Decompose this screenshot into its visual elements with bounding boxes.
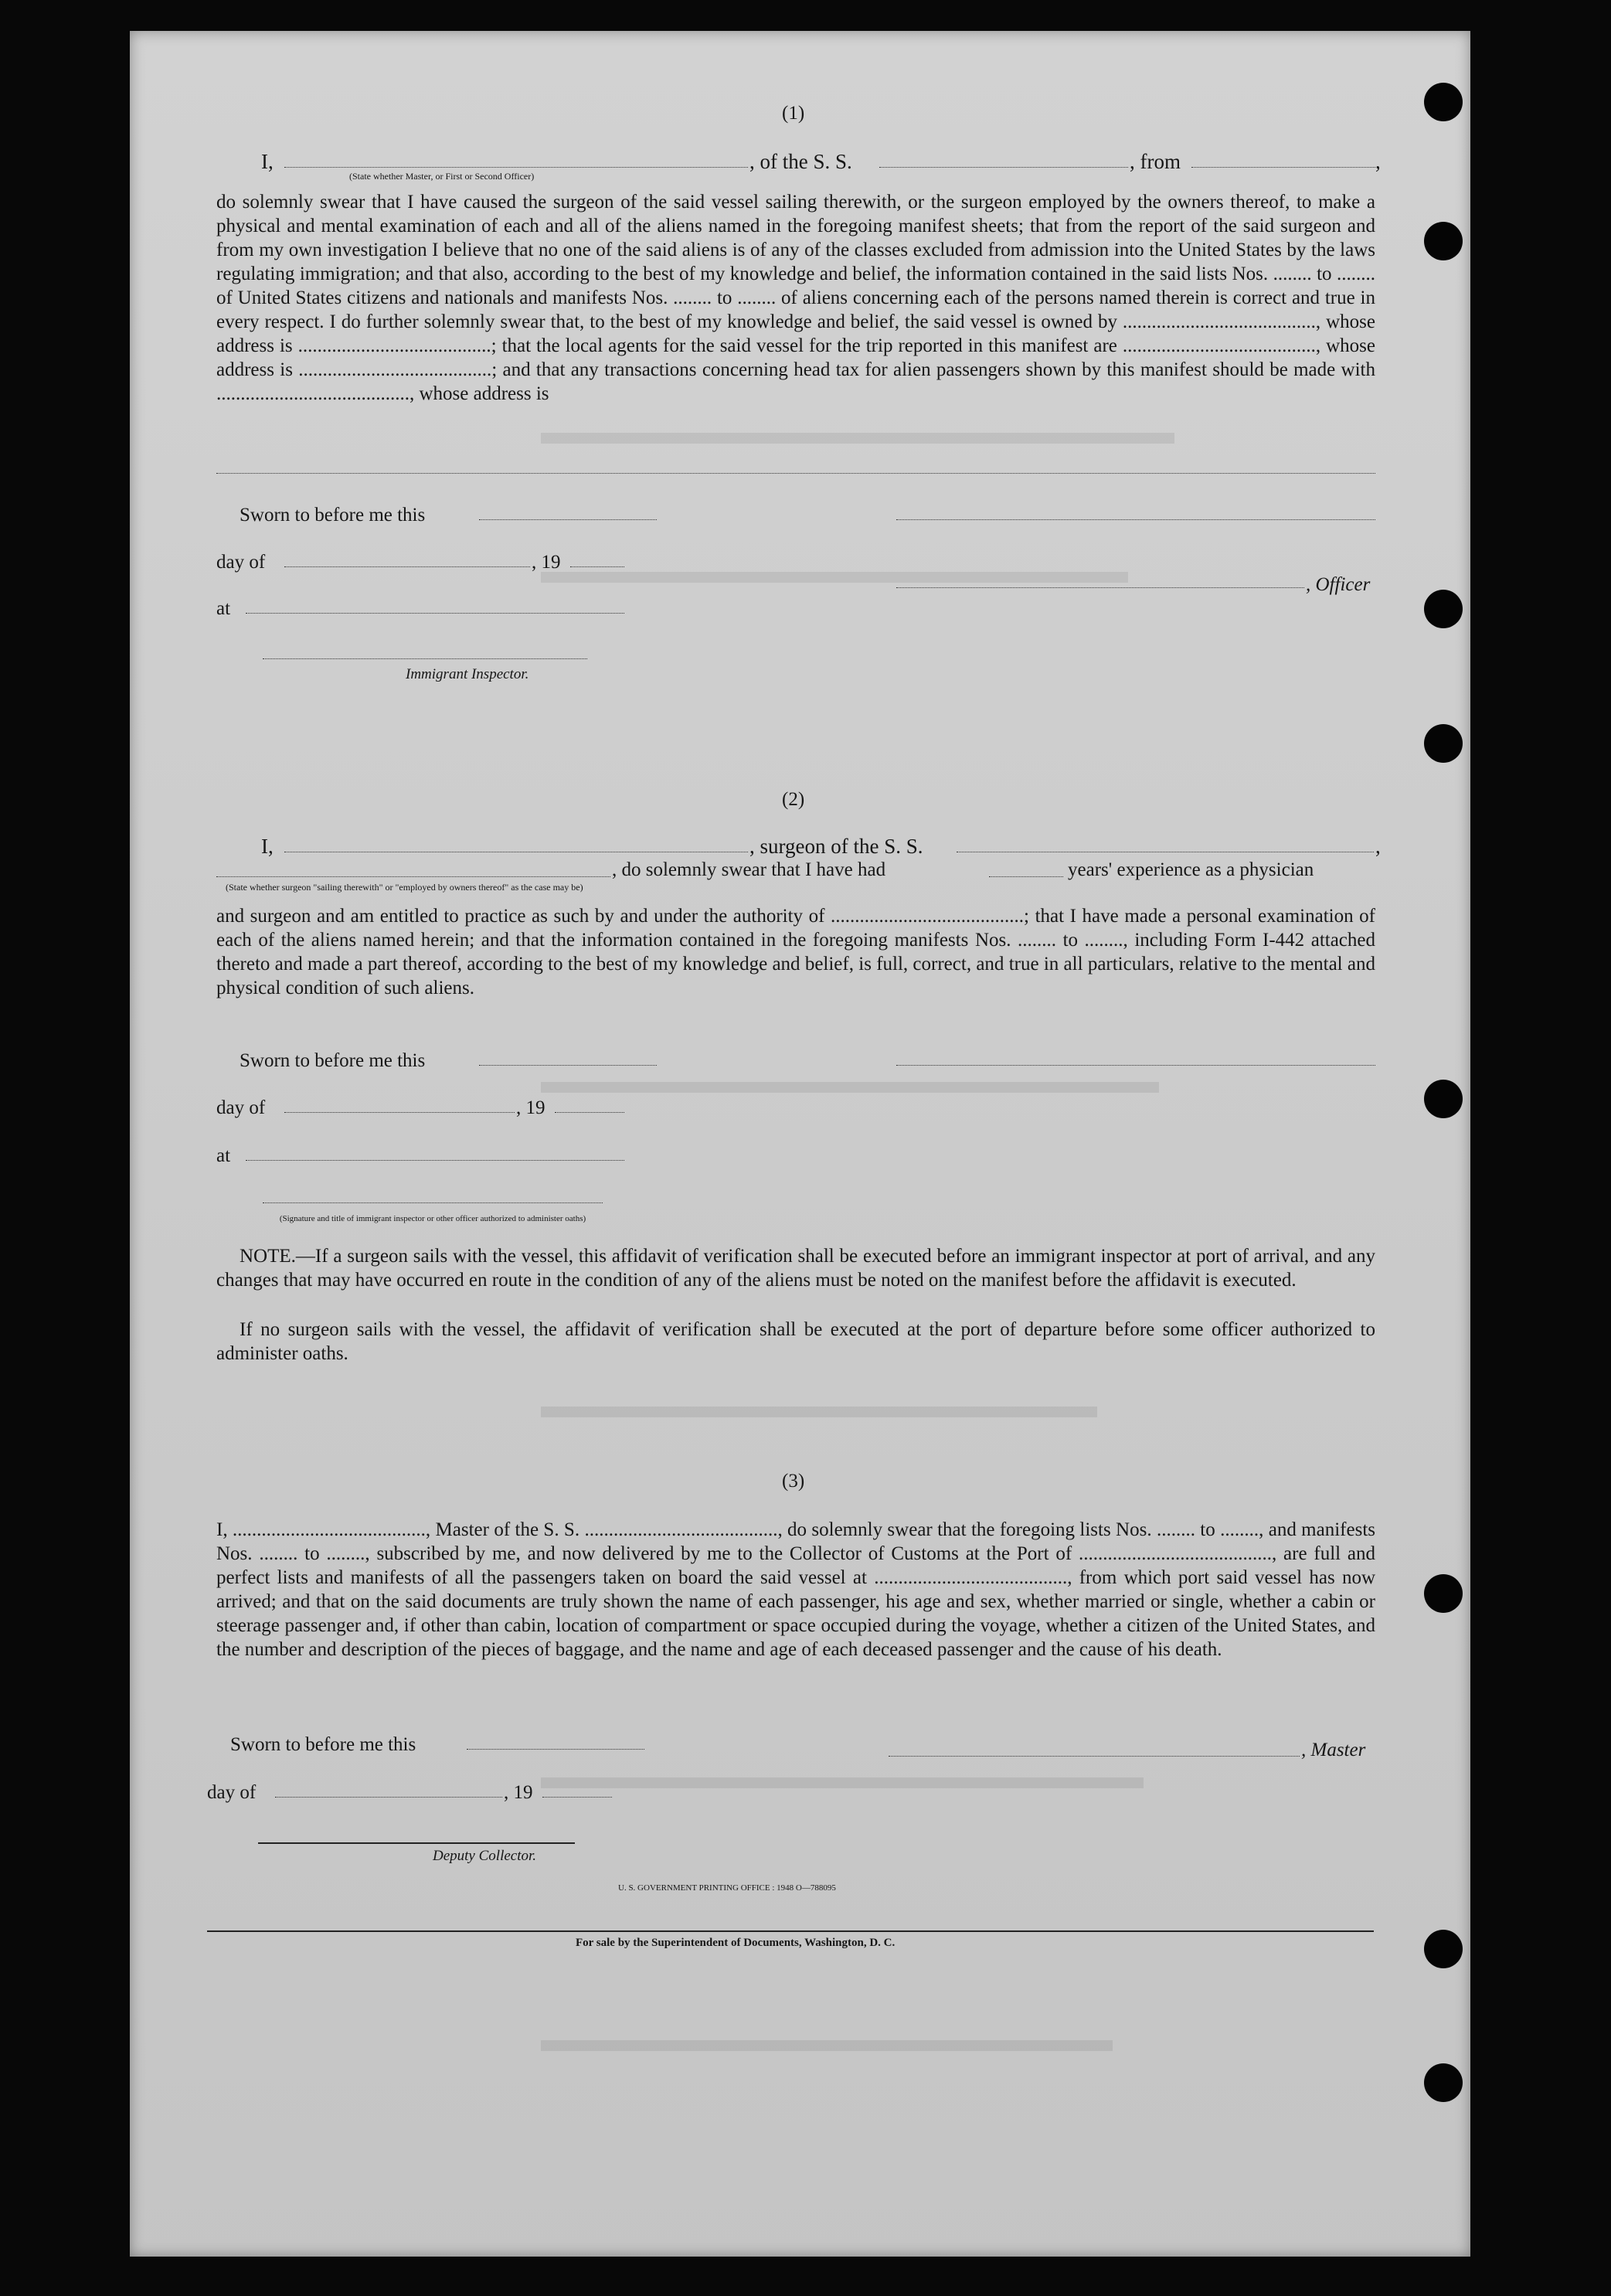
officer-label: , Officer: [1306, 574, 1371, 595]
section-2-oath-text: and surgeon and am entitled to practice as such by and under the authority of ........................................; that I have made a personal examination of each of the aliens named herein; and that the information contained in the foregoing manifests Nos. ........ to ........, including Form I-442 attached thereto and made a part thereof, according to the best of my knowledge and belief, is full, correct, and true in all particulars, relative to the mental and physical condition of such aliens.: [216, 906, 1375, 998]
surgeon-of-label: , surgeon of the S. S.: [749, 835, 923, 858]
punch-hole: [1424, 724, 1463, 763]
vessel-name-blank: [879, 167, 1128, 168]
officer-caption: (State whether Master, or First or Second Officer): [349, 171, 535, 182]
punch-hole: [1424, 1080, 1463, 1118]
inspector-signature-blank: [263, 658, 587, 659]
punch-hole: [1424, 83, 1463, 121]
years-experience-label: years' experience as a physician: [1068, 859, 1314, 880]
officer-signature-blank: [896, 519, 1375, 520]
signature-title-caption: (Signature and title of immigrant inspector or other officer authorized to administer oaths): [279, 1214, 586, 1223]
sworn-date-blank-2: [479, 1065, 657, 1066]
at-label-2: at: [216, 1145, 231, 1166]
surgeon-I-label: I,: [261, 835, 274, 858]
sworn-date-blank-3: [467, 1749, 644, 1750]
footer-rule: [207, 1930, 1374, 1932]
punch-hole: [1424, 1574, 1463, 1613]
section-1-number: (1): [782, 103, 805, 124]
departure-port-blank: [1191, 167, 1375, 168]
year-label-2: , 19: [516, 1097, 545, 1118]
year-label: , 19: [532, 552, 561, 573]
sworn-label: Sworn to before me this: [240, 505, 426, 526]
day-of-label-2: day of: [216, 1097, 266, 1118]
month-blank-3: [275, 1797, 502, 1798]
at-label: at: [216, 598, 231, 619]
line-end-comma: ,: [1375, 150, 1381, 173]
punch-hole: [1424, 2063, 1463, 2102]
from-label: , from: [1130, 150, 1181, 173]
sworn-label-2: Sworn to before me this: [240, 1050, 426, 1071]
month-blank-2: [284, 1112, 515, 1113]
section-2-number: (2): [782, 789, 805, 810]
gpo-imprint: U. S. GOVERNMENT PRINTING OFFICE : 1948 O—788095: [618, 1883, 836, 1893]
immigrant-inspector-label: Immigrant Inspector.: [406, 666, 529, 682]
surgeon-type-blank: [216, 876, 610, 877]
inspector-signature-blank-2: [263, 1202, 603, 1203]
deputy-collector-label: Deputy Collector.: [433, 1848, 537, 1864]
section-3-number: (3): [782, 1471, 805, 1492]
punch-hole: [1424, 590, 1463, 628]
surgeon-signature-blank: [896, 1065, 1375, 1066]
year-label-3: , 19: [504, 1782, 533, 1803]
place-blank: [246, 613, 624, 614]
punch-hole: [1424, 1930, 1463, 1968]
section-3-oath-text: I, ........................................, Master of the S. S. ........................................, do solemnly swear that the foregoing lists Nos. ........ to ........, and manifests Nos. ........ to ........, subscribed by me, and now delivered by me to the Collector of Customs at the Port of ........................................, are full and perfect lists and manifests of all the passengers taken on board the said vessel at ........................................, from which port said vessel has now arrived; and that on the said documents are truly shown the name of each passenger, his age and sex, whether married or single, whether a cabin or steerage passenger and, if other than cabin, location of compartment or space occupied during the voyage, whether a citizen of the United States, and the number and description of the pieces of baggage, and the name and age of each deceased passenger and the cause of his death.: [216, 1519, 1375, 1660]
surgeon-note: NOTE.—If a surgeon sails with the vessel, this affidavit of verification shall be executed before an immigrant inspector at port of arrival, and any changes that may have occurred en route in the condition of any of the aliens must be noted on the manifest before the affidavit is executed.: [216, 1246, 1375, 1291]
vessel-label: , of the S. S.: [749, 150, 852, 173]
place-blank-2: [246, 1160, 624, 1161]
master-label: , Master: [1301, 1740, 1366, 1760]
month-blank: [284, 566, 530, 567]
surgeon-line-comma: ,: [1375, 835, 1381, 858]
surgeon-swear-text: , do solemnly swear that I have had: [612, 859, 886, 880]
sworn-date-blank: [479, 519, 657, 520]
section-1-oath-text: do solemnly swear that I have caused the surgeon of the said vessel sailing therewith, or the surgeon employed by the owners thereof, to make a physical and mental examination of each and all of the aliens named in the foregoing manifest sheets; that from the report of the said surgeon and from my own investigation I believe that no one of the said aliens is of any of the classes excluded from admission into the United States by the laws regulating immigration; and that also, according to the best of my knowledge and belief, the information contained in the said lists Nos. ........ to ........ of United States citizens and nationals and manifests Nos. ........ to ........ of aliens concerning each of the persons named therein is correct and true in every respect. I do further solemnly swear that, to the best of my knowledge and belief, the said vessel is owned by ........................................, whose address is ........................................; that the local agents for the said vessel for the trip reported in this manifest are ........................................, whose address is ........................................; and that any transactions concerning head tax for alien passengers shown by this manifest should be made with ........................................, whose address is: [216, 192, 1375, 404]
sworn-label-3: Sworn to before me this: [230, 1734, 416, 1755]
master-signature-blank: [889, 1756, 1300, 1757]
no-surgeon-note: If no surgeon sails with the vessel, the affidavit of verification shall be executed at the port of departure before some officer authorized to administer oaths.: [216, 1319, 1375, 1364]
year-blank-2: [555, 1112, 624, 1113]
surgeon-caption: (State whether surgeon "sailing therewith" or "employed by owners thereof" as the case may be): [226, 882, 583, 893]
oath-I-label: I,: [261, 150, 274, 173]
deputy-signature-line: [258, 1842, 575, 1844]
day-of-label-3: day of: [207, 1782, 257, 1803]
year-blank-3: [542, 1797, 612, 1798]
day-of-label: day of: [216, 552, 266, 573]
sale-notice: For sale by the Superintendent of Documents, Washington, D. C.: [576, 1937, 896, 1949]
punch-hole: [1424, 222, 1463, 260]
officer-name-blank: [284, 167, 748, 168]
year-blank: [570, 566, 624, 567]
address-blank: [216, 473, 1375, 474]
officer-title-blank: [896, 587, 1304, 588]
years-experience-blank: [989, 876, 1063, 877]
